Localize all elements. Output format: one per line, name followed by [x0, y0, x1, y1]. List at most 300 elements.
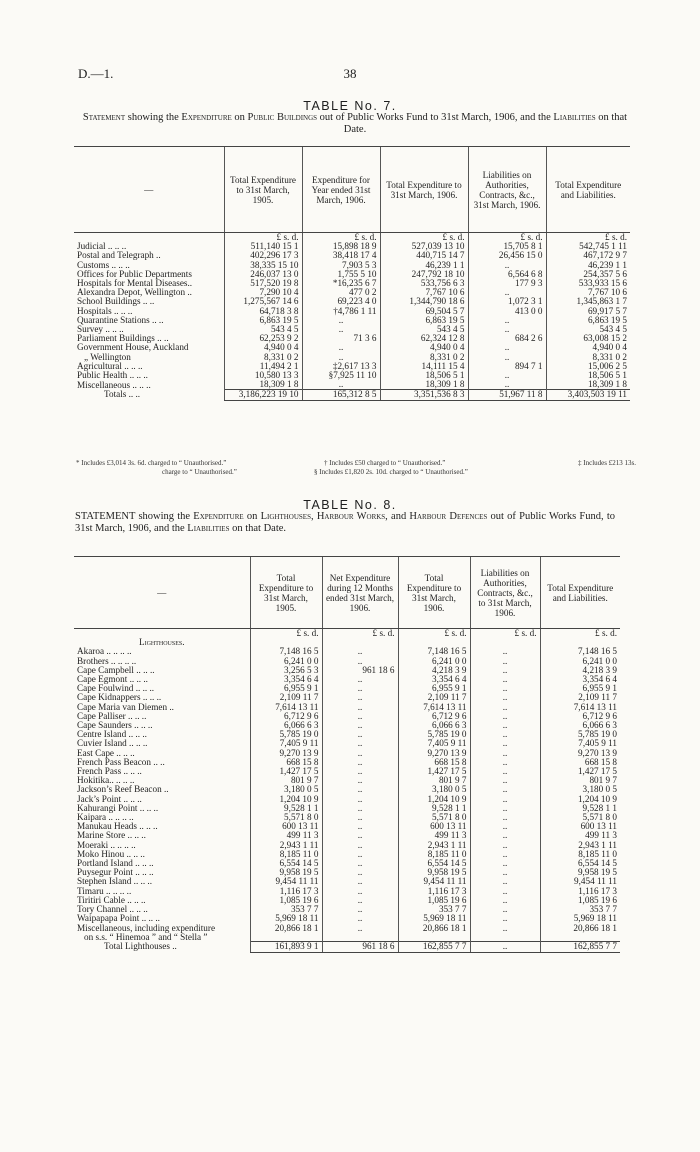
table-row — [74, 288, 630, 297]
empty-cell — [322, 638, 398, 647]
cell-v4: .. — [470, 896, 540, 905]
cell-v3: 6,554 14 5 — [398, 859, 470, 868]
cell-v2: .. — [322, 703, 398, 712]
cell-v5: 7,405 9 11 — [540, 739, 620, 748]
cell-v4: .. — [470, 785, 540, 794]
table-row — [74, 804, 620, 813]
cell-v1: 8,331 0 2 — [224, 353, 302, 362]
cell-v3: 1,204 10 9 — [398, 795, 470, 804]
column-header: — — [74, 147, 224, 233]
cell-v3: 6,955 9 1 — [398, 684, 470, 693]
cell-v5: 7,614 13 11 — [540, 703, 620, 712]
cell-v5: 543 4 5 — [546, 325, 630, 334]
cell-v1: 38,335 15 10 — [224, 261, 302, 270]
cell-v5: 5,571 8 0 — [540, 813, 620, 822]
row-label: Brothers .. .. .. .. — [77, 656, 137, 666]
cell-v3: 9,528 1 1 — [398, 804, 470, 813]
cell-v2: .. — [322, 850, 398, 859]
cell-v4: 684 2 6 — [468, 334, 546, 343]
page-number: 38 — [343, 66, 357, 81]
cell-v3: 1,116 17 3 — [398, 887, 470, 896]
totals-row — [74, 390, 630, 400]
cell-v2: §7,925 11 10 — [302, 371, 380, 380]
cell-v4: .. — [470, 703, 540, 712]
cell-v4: .. — [470, 914, 540, 923]
statement-text: Liabilities — [187, 523, 230, 534]
cell-v5: 3,180 0 5 — [540, 785, 620, 794]
cell-v3: 8,331 0 2 — [380, 353, 468, 362]
cell-v1: 20,866 18 1 — [250, 924, 322, 933]
cell-v4: .. — [470, 666, 540, 675]
statement-text: on that Date. — [343, 112, 628, 135]
cell-v4: .. — [470, 795, 540, 804]
totals-v3: 3,351,536 8 3 — [380, 390, 468, 400]
cell-v2: 1,755 5 10 — [302, 270, 380, 279]
column-header: Total Expenditure to 31st March, 1905. — [224, 147, 302, 233]
cell-v1: 64,718 3 8 — [224, 307, 302, 316]
cell-v1: 6,241 0 0 — [250, 657, 322, 666]
cell-v4: .. — [470, 712, 540, 721]
row-label: Miscellaneous .. .. .. — [77, 380, 151, 390]
table-row — [74, 859, 620, 868]
cell-v3: 8,185 11 0 — [398, 850, 470, 859]
cell-v2: 15,898 18 9 — [302, 242, 380, 251]
table7-footnotes — [76, 459, 636, 477]
column-header: — — [74, 557, 250, 629]
cell-v1: 1,116 17 3 — [250, 887, 322, 896]
row-label: Moko Hinou .. .. .. — [77, 849, 145, 859]
row-label: Cape Campbell .. .. .. — [77, 665, 155, 675]
table8-statement — [75, 511, 615, 535]
row-label: Puysegur Point .. .. .. — [77, 868, 154, 878]
row-label: French Pass .. .. .. — [77, 767, 142, 777]
statement-text: on — [231, 112, 248, 123]
cell-v2: .. — [322, 841, 398, 850]
cell-v1: 7,148 16 5 — [250, 647, 322, 656]
cell-v3: 533,756 6 3 — [380, 279, 468, 288]
row-label: Cape Maria van Diemen .. — [77, 702, 174, 712]
statement-text: Lighthouses, Harbour Works, — [260, 511, 388, 522]
table-row — [74, 242, 630, 251]
cell-v5: 2,943 1 11 — [540, 841, 620, 850]
table-row — [74, 261, 630, 270]
statement-text: Expenditure — [193, 511, 244, 522]
table-row — [74, 316, 630, 325]
row-label: Cape Egmont .. .. .. — [77, 675, 148, 685]
table-row — [74, 371, 630, 380]
table8 — [74, 556, 620, 953]
column-header: Total Expenditure to 31st March, 1906. — [398, 557, 470, 629]
cell-v5: 9,528 1 1 — [540, 804, 620, 813]
table-row — [74, 675, 620, 684]
statement-text: showing the — [125, 112, 182, 123]
cell-v4: .. — [468, 353, 546, 362]
table-row — [74, 785, 620, 794]
table-row — [74, 850, 620, 859]
cell-v3: 7,405 9 11 — [398, 739, 470, 748]
cell-v2: .. — [322, 675, 398, 684]
cell-v4: .. — [468, 380, 546, 390]
empty-cell — [540, 638, 620, 647]
cell-v3: 440,715 14 7 — [380, 251, 468, 260]
column-header: Liabilities on Authorities, Contracts, &c., 31st March, 1906. — [468, 147, 546, 233]
cell-v2: .. — [322, 684, 398, 693]
cell-v1: 1,275,567 14 6 — [224, 297, 302, 306]
cell-v5: 5,785 19 0 — [540, 730, 620, 739]
unit-label: £ s. d. — [546, 233, 630, 243]
cell-v3: 7,148 16 5 — [398, 647, 470, 656]
page-header — [78, 66, 622, 82]
table-row — [74, 868, 620, 877]
cell-v5: 8,331 0 2 — [546, 353, 630, 362]
unit-label: £ s. d. — [470, 629, 540, 639]
cell-v3: 9,454 11 11 — [398, 877, 470, 886]
cell-v2: 69,223 4 0 — [302, 297, 380, 306]
row-label: Public Health .. .. .. — [77, 371, 148, 381]
cell-v5: 9,270 13 9 — [540, 749, 620, 758]
cell-v4: 413 0 0 — [468, 307, 546, 316]
cell-v3: 247,792 18 10 — [380, 270, 468, 279]
cell-v5: 69,917 5 7 — [546, 307, 630, 316]
unit-row-label — [74, 629, 250, 639]
row-label: Waipapapa Point .. .. .. — [77, 914, 160, 924]
cell-v4: 26,456 15 0 — [468, 251, 546, 260]
table-row — [74, 730, 620, 739]
cell-v5: 6,955 9 1 — [540, 684, 620, 693]
table-row — [74, 270, 630, 279]
table-row — [74, 914, 620, 923]
cell-v1 — [250, 933, 322, 942]
empty-cell — [470, 638, 540, 647]
statement-text: and — [387, 511, 410, 522]
cell-v2: 961 18 6 — [322, 666, 398, 675]
row-label: Customs .. .. .. — [77, 260, 130, 270]
table-row — [74, 657, 620, 666]
row-label: Centre Island .. .. .. — [77, 730, 147, 740]
statement-text: out of Public Works Fund to 31st March, 1906, and the — [317, 112, 554, 123]
cell-v1: 6,863 19 5 — [224, 316, 302, 325]
table7-statement — [75, 112, 635, 136]
cell-v1: 9,270 13 9 — [250, 749, 322, 758]
cell-v4: .. — [470, 767, 540, 776]
empty-cell — [398, 638, 470, 647]
cell-v3: 4,940 0 4 — [380, 343, 468, 352]
empty-cell — [250, 638, 322, 647]
column-header: Liabilities on Authorities, Contracts, &c., to 31st March, 1906. — [470, 557, 540, 629]
cell-v5: 6,712 9 6 — [540, 712, 620, 721]
cell-v1: 543 4 5 — [224, 325, 302, 334]
cell-v3: 353 7 7 — [398, 905, 470, 914]
cell-v4: .. — [470, 730, 540, 739]
cell-v4: .. — [470, 813, 540, 822]
cell-v2: .. — [322, 657, 398, 666]
totals-v3: 162,855 7 7 — [398, 942, 470, 952]
footnote: § Includes £1,820 2s. 10d. charged to “ Unauthorised.” — [314, 468, 468, 476]
column-header: Total Expenditure and Liabilities. — [540, 557, 620, 629]
totals-v1: 161,893 9 1 — [250, 942, 322, 952]
row-label: Quarantine Stations .. .. — [77, 315, 164, 325]
table-row — [74, 896, 620, 905]
table-row — [74, 831, 620, 840]
cell-v1: 6,712 9 6 — [250, 712, 322, 721]
cell-v5: 6,241 0 0 — [540, 657, 620, 666]
table-row — [74, 380, 630, 390]
cell-v5: 533,933 15 6 — [546, 279, 630, 288]
row-label: Moeraki .. .. .. .. — [77, 840, 136, 850]
cell-v1: 62,253 9 2 — [224, 334, 302, 343]
cell-v3: 5,969 18 11 — [398, 914, 470, 923]
statement-lead: Statement — [82, 112, 126, 123]
cell-v4: .. — [468, 371, 546, 380]
cell-v1: 8,185 11 0 — [250, 850, 322, 859]
cell-v4: .. — [470, 647, 540, 656]
table-row — [74, 776, 620, 785]
cell-v5: 6,863 19 5 — [546, 316, 630, 325]
cell-v5: 9,958 19 5 — [540, 868, 620, 877]
unit-label: £ s. d. — [224, 233, 302, 243]
cell-v5: 254,357 5 6 — [546, 270, 630, 279]
cell-v1: 5,785 19 0 — [250, 730, 322, 739]
totals-v4: .. — [470, 942, 540, 952]
totals-v2: 961 18 6 — [322, 942, 398, 952]
cell-v2: .. — [322, 804, 398, 813]
row-label: Parliament Buildings .. .. — [77, 334, 169, 344]
cell-v3: 600 13 11 — [398, 822, 470, 831]
cell-v5: 668 15 8 — [540, 758, 620, 767]
cell-v1: 3,256 5 3 — [250, 666, 322, 675]
row-label: Postal and Telegraph .. — [77, 251, 161, 261]
cell-v1: 9,454 11 11 — [250, 877, 322, 886]
cell-v4: 15,705 8 1 — [468, 242, 546, 251]
unit-label: £ s. d. — [468, 233, 546, 243]
cell-v2: .. — [322, 749, 398, 758]
table-row — [74, 758, 620, 767]
cell-v5: 499 11 3 — [540, 831, 620, 840]
cell-v1: 517,520 19 8 — [224, 279, 302, 288]
table-row — [74, 703, 620, 712]
cell-v4: 177 9 3 — [468, 279, 546, 288]
row-label: Manukau Heads .. .. .. — [77, 822, 158, 832]
totals-v5: 162,855 7 7 — [540, 942, 620, 952]
cell-v1: 668 15 8 — [250, 758, 322, 767]
totals-v5: 3,403,503 19 11 — [546, 390, 630, 400]
cell-v3: 6,066 6 3 — [398, 721, 470, 730]
cell-v5: 4,218 3 9 — [540, 666, 620, 675]
cell-v3: 20,866 18 1 — [398, 924, 470, 933]
cell-v1: 6,955 9 1 — [250, 684, 322, 693]
cell-v4: .. — [470, 905, 540, 914]
cell-v4: .. — [470, 675, 540, 684]
row-label: Jack’s Point .. .. .. — [77, 794, 142, 804]
row-label: East Cape .. .. .. — [77, 748, 135, 758]
unit-row — [74, 629, 620, 639]
footnote: charge to “ Unauthorised.” — [162, 468, 237, 476]
cell-v1: 7,290 10 4 — [224, 288, 302, 297]
statement-text: Harbour Defences — [409, 511, 488, 522]
cell-v4: .. — [470, 657, 540, 666]
cell-v2: 7,903 5 3 — [302, 261, 380, 270]
column-header: Total Expenditure to 31st March, 1905. — [250, 557, 322, 629]
row-label: Hospitals .. .. .. — [77, 306, 133, 316]
cell-v1: 2,109 11 7 — [250, 693, 322, 702]
table-row — [74, 325, 630, 334]
cell-v4: .. — [468, 316, 546, 325]
cell-v3: 7,767 10 6 — [380, 288, 468, 297]
row-label: Jackson’s Reef Beacon .. — [77, 785, 169, 795]
cell-v2: 477 0 2 — [302, 288, 380, 297]
cell-v1: 6,554 14 5 — [250, 859, 322, 868]
cell-v4: .. — [470, 804, 540, 813]
row-label: Timaru .. .. .. .. — [77, 886, 132, 896]
cell-v3 — [398, 933, 470, 942]
section-heading: Lighthouses. — [138, 638, 185, 648]
cell-v2: .. — [322, 712, 398, 721]
table-row — [74, 666, 620, 675]
cell-v1: 3,354 6 4 — [250, 675, 322, 684]
cell-v2 — [322, 933, 398, 942]
table-row — [74, 877, 620, 886]
cell-v5: 1,204 10 9 — [540, 795, 620, 804]
table-row — [74, 795, 620, 804]
statement-text: Public Buildings — [247, 112, 318, 123]
cell-v3: 2,109 11 7 — [398, 693, 470, 702]
statement-text: on that Date. — [229, 523, 287, 534]
cell-v3: 4,218 3 9 — [398, 666, 470, 675]
row-label: Survey .. .. .. — [77, 325, 124, 335]
cell-v1: 18,309 1 8 — [224, 380, 302, 390]
cell-v4: .. — [470, 850, 540, 859]
cell-v5: 6,066 6 3 — [540, 721, 620, 730]
table-row — [74, 813, 620, 822]
table-row — [74, 924, 620, 933]
table-row — [74, 887, 620, 896]
cell-v4: .. — [470, 887, 540, 896]
row-label: Kaipara .. .. .. .. — [77, 813, 134, 823]
cell-v1: 3,180 0 5 — [250, 785, 322, 794]
cell-v3: 9,958 19 5 — [398, 868, 470, 877]
cell-v4: 1,072 3 1 — [468, 297, 546, 306]
cell-v4: .. — [470, 822, 540, 831]
cell-v4: .. — [470, 841, 540, 850]
cell-v5: 5,969 18 11 — [540, 914, 620, 923]
row-label: Hokitika.. .. .. .. — [77, 776, 135, 786]
cell-v2: .. — [322, 647, 398, 656]
cell-v1: 10,580 13 3 — [224, 371, 302, 380]
cell-v2: †4,786 1 11 — [302, 307, 380, 316]
row-label: Miscellaneous, including expenditure — [77, 923, 216, 933]
cell-v5: 353 7 7 — [540, 905, 620, 914]
cell-v1: 6,066 6 3 — [250, 721, 322, 730]
cell-v5: 4,940 0 4 — [546, 343, 630, 352]
row-label: French Pass Beacon .. .. — [77, 757, 165, 767]
row-label: Offices for Public Departments — [77, 269, 192, 279]
unit-label: £ s. d. — [540, 629, 620, 639]
row-label: Marine Store .. .. .. — [77, 831, 146, 841]
cell-v2: .. — [322, 758, 398, 767]
column-header: Net Expenditure during 12 Months ended 31st March, 1906. — [322, 557, 398, 629]
table-row — [74, 767, 620, 776]
row-label: Kahurangi Point .. .. .. — [77, 803, 159, 813]
cell-v2: .. — [322, 785, 398, 794]
cell-v2: .. — [322, 905, 398, 914]
row-label: School Buildings .. .. — [77, 297, 155, 307]
table7-title: TABLE No. 7. — [303, 99, 397, 113]
cell-v2: .. — [322, 859, 398, 868]
cell-v3: 499 11 3 — [398, 831, 470, 840]
cell-v2: .. — [302, 380, 380, 390]
row-label: Agricultural .. .. .. — [77, 361, 143, 371]
totals-v1: 3,186,223 19 10 — [224, 390, 302, 400]
table7-body — [74, 233, 630, 401]
cell-v2: .. — [302, 325, 380, 334]
cell-v3: 7,614 13 11 — [398, 703, 470, 712]
cell-v2: .. — [302, 353, 380, 362]
cell-v1: 9,958 19 5 — [250, 868, 322, 877]
cell-v3: 2,943 1 11 — [398, 841, 470, 850]
row-label: Cape Foulwind .. .. .. — [77, 684, 155, 694]
cell-v2: .. — [322, 822, 398, 831]
cell-v4: .. — [468, 343, 546, 352]
cell-v5: 1,085 19 6 — [540, 896, 620, 905]
cell-v5 — [540, 933, 620, 942]
cell-v4: .. — [470, 749, 540, 758]
cell-v3: 62,324 12 8 — [380, 334, 468, 343]
table-row — [74, 693, 620, 702]
cell-v5: 600 13 11 — [540, 822, 620, 831]
cell-v3: 527,039 13 10 — [380, 242, 468, 251]
table-row — [74, 334, 630, 343]
cell-v5: 20,866 18 1 — [540, 924, 620, 933]
unit-label: £ s. d. — [322, 629, 398, 639]
row-label: Cape Palliser .. .. .. — [77, 711, 147, 721]
cell-v5: 2,109 11 7 — [540, 693, 620, 702]
cell-v1: 11,494 2 1 — [224, 362, 302, 371]
statement-text: Expenditure — [181, 112, 232, 123]
row-label: Tory Channel .. .. .. — [77, 905, 148, 915]
cell-v1: 4,940 0 4 — [224, 343, 302, 352]
cell-v1: 1,427 17 5 — [250, 767, 322, 776]
cell-v3: 5,785 19 0 — [398, 730, 470, 739]
cell-v2: .. — [322, 924, 398, 933]
cell-v1: 1,085 19 6 — [250, 896, 322, 905]
statement-text: Liabilities — [553, 112, 596, 123]
cell-v2: .. — [322, 767, 398, 776]
cell-v1: 5,571 8 0 — [250, 813, 322, 822]
column-header: Expenditure for Year ended 31st March, 1906. — [302, 147, 380, 233]
cell-v3: 1,085 19 6 — [398, 896, 470, 905]
row-label: Judicial .. .. .. — [77, 242, 127, 252]
row-label: „ Wellington — [84, 352, 131, 362]
table-row — [74, 647, 620, 656]
totals-label: Total Lighthouses .. — [104, 941, 177, 952]
cell-v2: .. — [302, 316, 380, 325]
cell-v2: .. — [322, 776, 398, 785]
cell-v2: .. — [322, 721, 398, 730]
cell-v5: 15,006 2 5 — [546, 362, 630, 371]
cell-v5: 8,185 11 0 — [540, 850, 620, 859]
table-row — [74, 933, 620, 942]
table-row — [74, 307, 630, 316]
unit-label: £ s. d. — [380, 233, 468, 243]
cell-v5: 1,427 17 5 — [540, 767, 620, 776]
cell-v5: 18,309 1 8 — [546, 380, 630, 390]
cell-v2: .. — [322, 868, 398, 877]
unit-row-label — [74, 233, 224, 243]
totals-v4: 51,967 11 8 — [468, 390, 546, 400]
cell-v3: 1,427 17 5 — [398, 767, 470, 776]
cell-v5: 801 9 7 — [540, 776, 620, 785]
totals-v2: 165,312 8 5 — [302, 390, 380, 400]
